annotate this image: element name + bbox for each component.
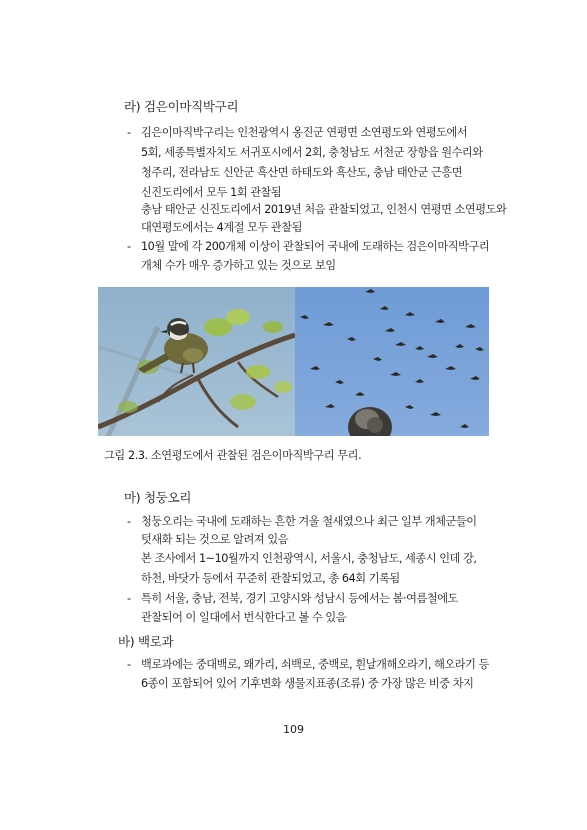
bullet-dash: - [127, 592, 131, 605]
text-line: 본 조사에서 1~10월까지 인천광역시, 서울시, 충청남도, 세종시 인데 강, [141, 552, 477, 565]
bullet-dash: - [127, 658, 131, 671]
section-heading-ba: 바) 백로과 [118, 634, 174, 649]
text-line: 관찰되어 이 일대에서 번식한다고 볼 수 있음 [141, 611, 347, 624]
bullet-line: - 10월 말에 각 200개체 이상이 관찰되어 국내에 도래하는 검은이마직박구리 [127, 240, 490, 253]
bullet-line: - 김은이마직박구리는 인천광역시 옹진군 연평면 소연평도와 연평도에서 [127, 126, 468, 139]
bullet-dash: - [127, 240, 131, 253]
text-line: 청주리, 전라남도 신안군 흑산면 하태도와 흑산도, 충남 태안군 근흥면 [141, 166, 463, 179]
text-line: 충남 태안군 신진도리에서 2019년 처음 관찰되었고, 인천시 연평면 소연평도와 [141, 203, 507, 216]
bullet-line: - 특히 서울, 충남, 전북, 경기 고양시와 성남시 등에서는 봄·여름철에도 [127, 592, 458, 605]
bullet-dash: - [127, 126, 131, 139]
text-line: 텃새화 되는 것으로 알려져 있음 [141, 533, 289, 546]
page-number: 109 [283, 723, 304, 736]
text-line: 대연평도에서는 4계절 모두 관찰됨 [141, 221, 302, 234]
bullet-line: - 청둥오리는 국내에 도래하는 흔한 겨울 철새였으나 최근 일부 개체군들이 [127, 515, 477, 528]
section-heading-ra: 라) 검은이마직박구리 [124, 99, 239, 114]
photo-bird-flock [295, 287, 489, 436]
photo-bird-perched [98, 287, 295, 436]
bullet-line: - 백로과에는 중대백로, 왜가리, 쇠백로, 중백로, 흰날개해오라기, 해오라기 등 [127, 658, 489, 671]
section-heading-ma: 마) 청둥오리 [124, 490, 192, 505]
text-line: 신진도리에서 모두 1회 관찰됨 [141, 186, 282, 199]
bullet-dash: - [127, 515, 131, 528]
figure-caption: 그림 2.3. 소연평도에서 관찰된 검은이마직박구리 무리. [104, 449, 362, 462]
text-line: 개체 수가 매우 증가하고 있는 것으로 보임 [141, 259, 336, 272]
text-line: 5회, 세종특별자치도 서귀포시에서 2회, 충청남도 서천군 장항읍 원수리와 [141, 146, 483, 159]
text-line: 하천, 바닷가 등에서 꾸준히 관찰되었고, 총 64회 기록됨 [141, 572, 400, 585]
text-line: 6종이 포함되어 있어 기후변화 생물지표종(조류) 중 가장 많은 비중 차지 [141, 677, 474, 690]
